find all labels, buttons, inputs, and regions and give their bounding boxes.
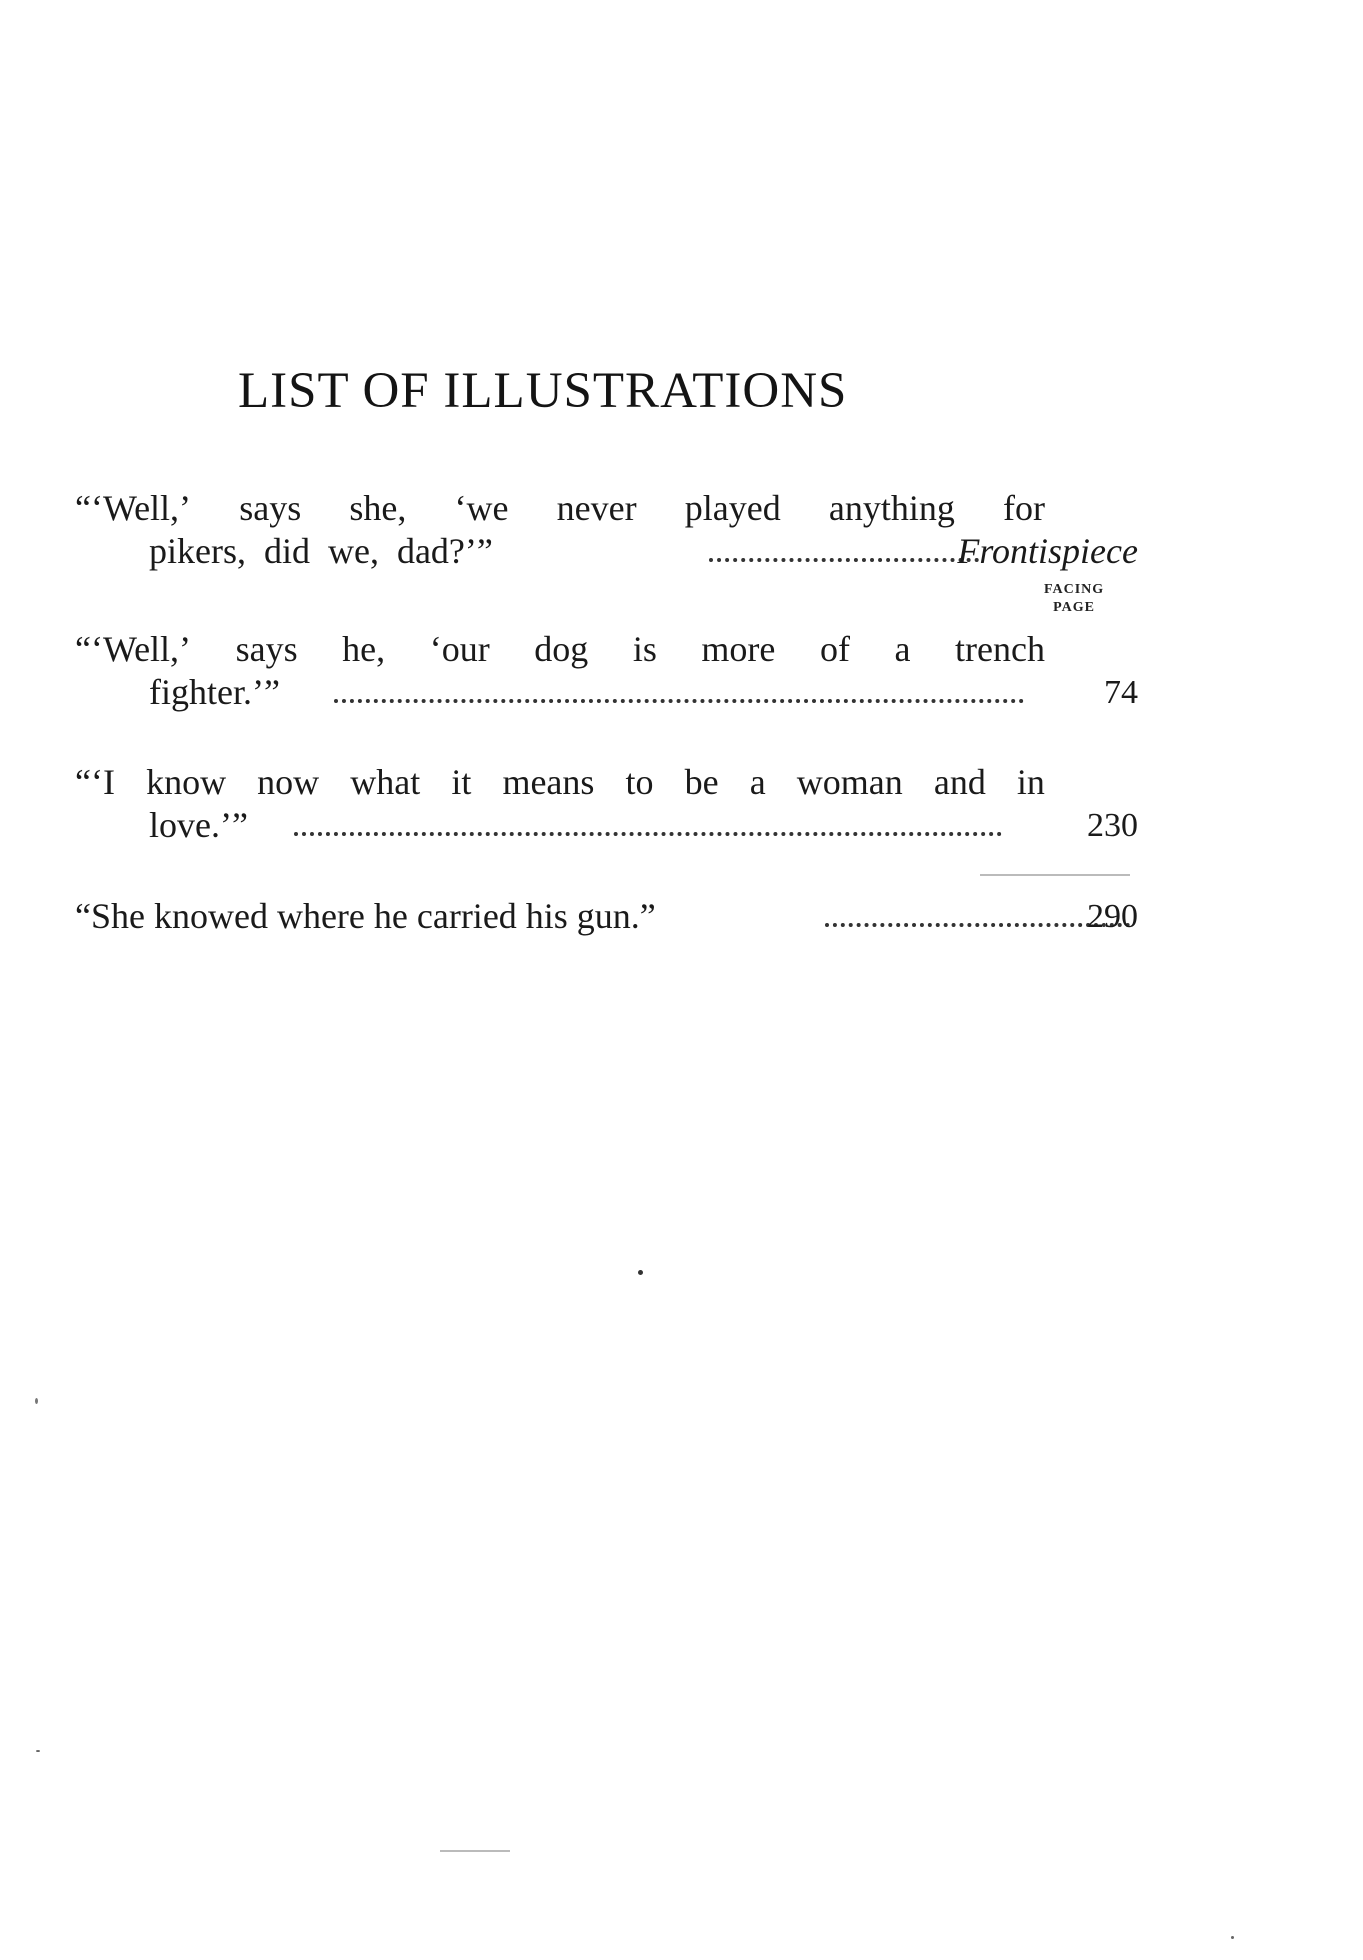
entry-caption-continuation	[149, 804, 1138, 847]
entry-caption-line	[75, 628, 1045, 671]
facing-page-label	[1044, 581, 1104, 617]
caption-word: he,	[342, 629, 386, 669]
scan-speck	[1231, 1936, 1234, 1939]
dot-leader	[294, 818, 1002, 836]
caption-word: says	[235, 629, 298, 669]
dot-leader	[334, 685, 1024, 703]
caption-word: played	[684, 488, 781, 528]
illustration-entry	[75, 628, 1138, 714]
caption-word: now	[257, 762, 320, 802]
caption-word: anything	[828, 488, 955, 528]
scan-speck	[638, 1270, 643, 1275]
caption-word: know	[146, 762, 227, 802]
caption-word: “‘Well,’	[75, 488, 192, 528]
caption-word: to	[625, 762, 654, 802]
entry-caption-continuation	[149, 671, 1138, 714]
dot-leader	[825, 909, 1130, 927]
caption-word: for	[1003, 488, 1045, 528]
caption-word: what	[350, 762, 421, 802]
caption-word: she,	[349, 488, 407, 528]
scan-speck	[36, 1750, 40, 1752]
caption-word: “‘I	[75, 762, 115, 802]
dot-leader	[709, 544, 979, 562]
caption-word: woman	[796, 762, 903, 802]
caption-word: more	[701, 629, 776, 669]
page-reference: 230	[1087, 807, 1138, 844]
illustration-entry	[75, 487, 1138, 573]
illustration-entry	[75, 761, 1138, 847]
caption-word: never	[556, 488, 637, 528]
caption-word: it	[451, 762, 472, 802]
caption-tail: fighter.’”	[149, 672, 280, 712]
entry-caption-continuation	[149, 530, 1138, 573]
caption-word: says	[239, 488, 302, 528]
facing-page-label-line: PAGE	[1053, 600, 1096, 615]
page-reference: 290	[1087, 898, 1138, 935]
caption-word: is	[632, 629, 657, 669]
caption-word: be	[684, 762, 719, 802]
illustration-entry	[75, 895, 1138, 938]
caption-word: a	[749, 762, 766, 802]
caption-word: “‘Well,’	[75, 629, 192, 669]
caption-word: in	[1016, 762, 1045, 802]
caption-tail: love.’”	[149, 805, 248, 845]
caption-word: and	[933, 762, 986, 802]
caption-word: of	[819, 629, 850, 669]
entry-caption-line	[75, 895, 1138, 938]
scan-speck	[980, 874, 1130, 876]
caption-word: dog	[534, 629, 589, 669]
facing-page-label-line: FACING	[1044, 582, 1105, 597]
caption-word: means	[502, 762, 595, 802]
caption-word: ‘we	[454, 488, 509, 528]
caption-word: trench	[955, 629, 1045, 669]
caption-tail: pikers, did we, dad?’”	[149, 531, 493, 571]
entry-caption-line	[75, 487, 1045, 530]
entry-caption-line	[75, 761, 1045, 804]
page-reference: Frontispiece	[957, 531, 1138, 571]
scan-speck	[440, 1850, 510, 1852]
caption-text: “She knowed where he carried his gun.”	[75, 896, 656, 936]
page-reference: 74	[1104, 674, 1138, 711]
caption-word: a	[894, 629, 911, 669]
page-heading: LIST OF ILLUSTRATIONS	[238, 363, 848, 419]
scan-speck	[35, 1398, 38, 1404]
caption-word: ‘our	[429, 629, 490, 669]
